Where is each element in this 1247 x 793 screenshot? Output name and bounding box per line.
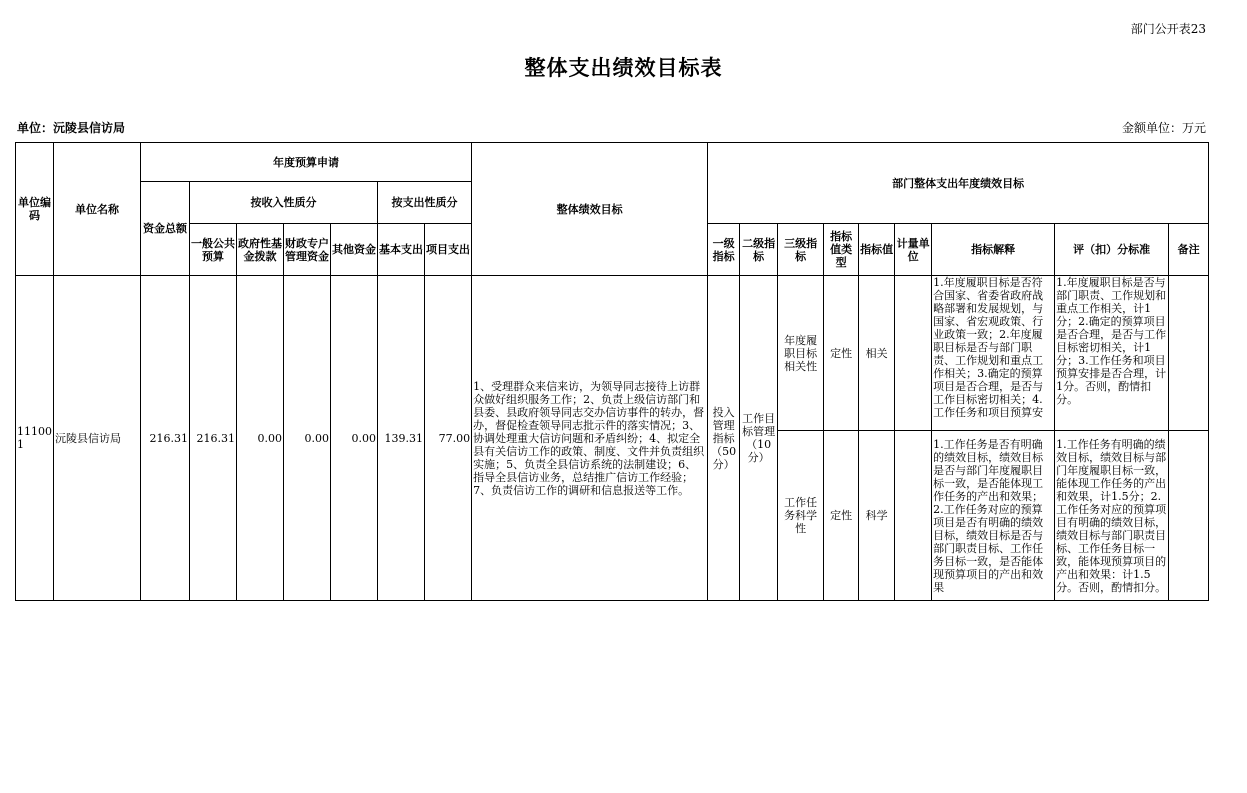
form-number: 部门公开表23 [1130,22,1206,36]
cell-level2: 工作目标管理（10分） [740,276,778,601]
cell-special-fund: 0.00 [284,276,331,601]
header-explanation: 指标解释 [932,224,1055,276]
header-level3: 三级指标 [778,224,824,276]
cell-other-fund: 0.00 [331,276,378,601]
cell-measure-unit [895,276,932,431]
cell-level3: 工作任务科学性 [778,431,824,601]
header-level1: 一级指标 [708,224,740,276]
header-gov-fund: 政府性基金拨款 [237,224,284,276]
cell-measure-unit [895,431,932,601]
header-by-expense: 按支出性质分 [378,182,472,224]
cell-explanation: 1.工作任务是否有明确的绩效目标，绩效目标是否与部门年度履职目标一致，是否能体现工作任务的产出和效果；2.工作任务对应的预算项目是否有明确的绩效目标，绩效目标是否与部门职责目标、工作任务目标一致，是否能体现预算项目的产出和效果 [932,431,1055,601]
cell-value-type: 定性 [824,431,859,601]
header-level2: 二级指标 [740,224,778,276]
header-general-budget: 一般公共预算 [190,224,237,276]
cell-total-funds: 216.31 [141,276,190,601]
header-overall-goal: 整体绩效目标 [472,143,708,276]
cell-scoring: 1.工作任务有明确的绩效目标，绩效目标与部门年度履职目标一致，能体现工作任务的产出和效果，计1.5分；2.工作任务对应的预算项目有明确的绩效目标，绩效目标与部门职责目标、工作任务目标一致，能体现预算项目的产出和效果：计1.5分。否则，酌情扣分。 [1055,431,1169,601]
cell-unit-name: 沅陵县信访局 [54,276,141,601]
cell-scoring [1055,276,1169,431]
scoring-text: 1.年度履职目标是否与部门职责、工作规划和重点工作相关，计1分；2.确定的预算项目是否合理，是否与工作目标密切相关，计1分；3.工作任务和项目预算安排是否合理，计1分。否则，酌情扣分。 [1056,276,1167,406]
cell-level1: 投入管理指标（50分） [708,276,740,601]
header-unit-name: 单位名称 [54,143,141,276]
header-remarks: 备注 [1169,224,1209,276]
header-scoring: 评（扣）分标准 [1055,224,1169,276]
amount-unit: 金额单位：万元 [1121,121,1206,135]
cell-general-budget: 216.31 [190,276,237,601]
header-by-income: 按收入性质分 [190,182,378,224]
table-row [16,276,1209,431]
header-measure-unit: 计量单位 [895,224,932,276]
header-project-expense: 项目支出 [425,224,472,276]
cell-explanation [932,276,1055,431]
cell-basic-expense: 139.31 [378,276,425,601]
cell-indicator-value: 科学 [859,431,895,601]
header-budget-request: 年度预算申请 [141,143,472,182]
cell-unit-code: 111001 [16,276,54,601]
header-unit-code: 单位编码 [16,143,54,276]
header-other-fund: 其他资金 [331,224,378,276]
header-special-fund: 财政专户管理资金 [284,224,331,276]
header-basic-expense: 基本支出 [378,224,425,276]
explanation-text: 1.年度履职目标是否符合国家、省委省政府战略部署和发展规划，与国家、省宏观政策、行业政策一致；2.年度履职目标是否与部门职责、工作规划和重点工作相关；3.确定的预算项目是否合理，是否与工作目标密切相关；4.工作任务和项目预算安 [933,276,1044,419]
cell-overall-goal: 1、受理群众来信来访，为领导同志接待上访群众做好组织服务工作；2、负责上级信访部门和县委、县政府领导同志交办信访事件的转办，督办，督促检查领导同志批示件的落实情况；3、协调处理重大信访问题和矛盾纠纷；4、拟定全县有关信访工作的政策、制度、文件并负责组织实施；5、负责全县信访系统的法制建设；6、指导全县信访业务，总结推广信访工作经验；7、负责信访工作的调研和信息报送等工作。 [472,276,708,601]
page-title: 整体支出绩效目标表 [524,56,723,80]
cell-gov-fund: 0.00 [237,276,284,601]
cell-remarks [1169,276,1209,431]
unit-label: 单位：沅陵县信访局 [17,121,126,135]
performance-table [15,142,1209,601]
cell-indicator-value: 相关 [859,276,895,431]
header-value-type: 指标值类型 [824,224,859,276]
cell-remarks [1169,431,1209,601]
header-dept-goal: 部门整体支出年度绩效目标 [708,143,1209,224]
cell-level3: 年度履职目标相关性 [778,276,824,431]
cell-value-type: 定性 [824,276,859,431]
header-total-funds: 资金总额 [141,182,190,276]
header-indicator-value: 指标值 [859,224,895,276]
cell-project-expense: 77.00 [425,276,472,601]
